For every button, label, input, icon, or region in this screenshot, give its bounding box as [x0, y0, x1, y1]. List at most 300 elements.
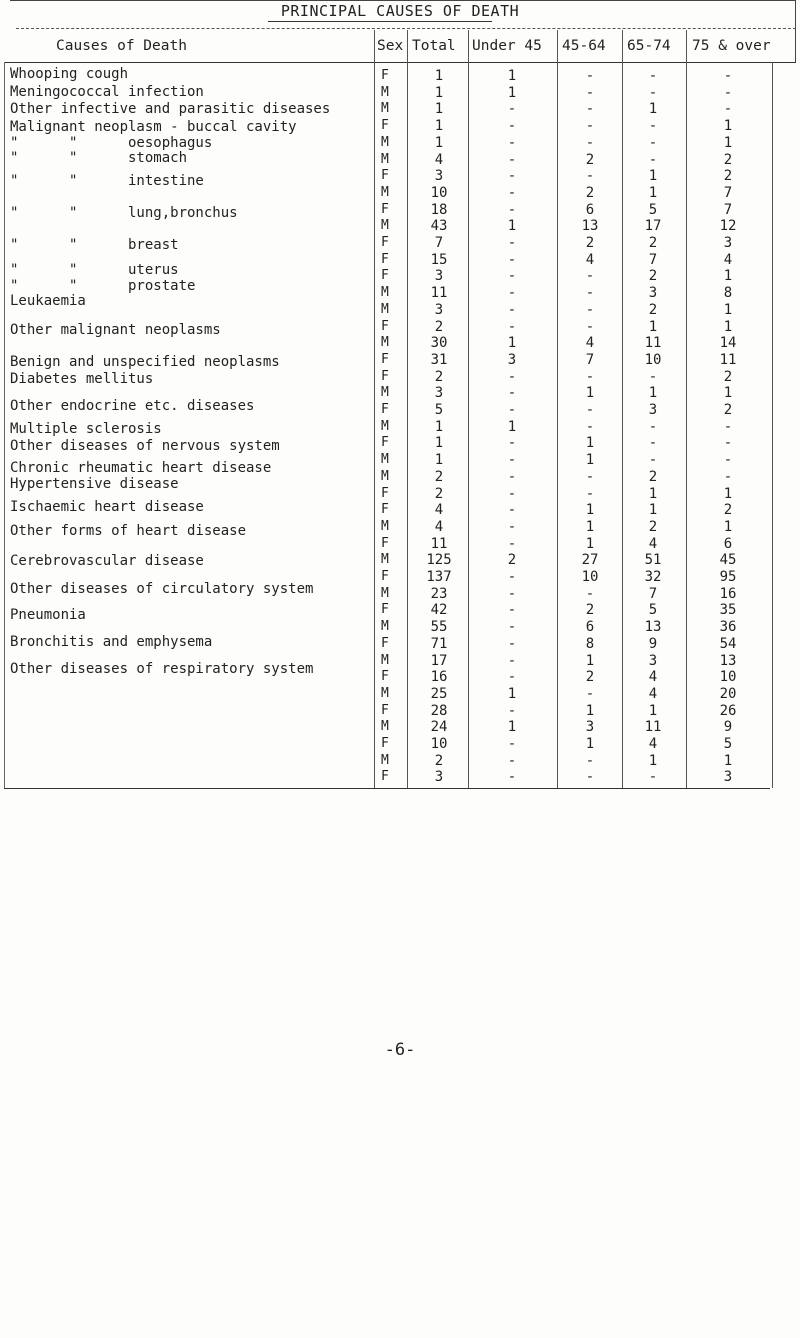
cause-label: Other diseases of respiratory system [10, 661, 314, 677]
page-title: PRINCIPAL CAUSES OF DEATH [280, 2, 520, 20]
count-cell-a45-64: 6 [585, 202, 595, 218]
count-cell-a65-74: 1 [648, 385, 658, 401]
sex-cell: M [381, 586, 389, 601]
count-cell-a75: 35 [719, 602, 737, 618]
cause-label: " " stomach [10, 150, 188, 166]
count-cell-under45: - [507, 385, 517, 401]
table-bottom-rule [4, 788, 770, 789]
count-cell-a45-64: 1 [585, 536, 595, 552]
count-cell-under45: - [507, 302, 517, 318]
count-cell-total: 1 [434, 85, 444, 101]
count-cell-a45-64: 3 [585, 719, 595, 735]
sex-cell: F [381, 252, 389, 267]
count-cell-a75: 8 [723, 285, 733, 301]
count-cell-a75: - [723, 435, 733, 451]
sex-cell: F [381, 352, 389, 367]
count-cell-under45: 3 [507, 352, 517, 368]
count-cell-total: 1 [434, 419, 444, 435]
count-cell-a45-64: 1 [585, 452, 595, 468]
sex-cell: M [381, 653, 389, 668]
count-cell-a75: - [723, 101, 733, 117]
count-cell-a45-64: 1 [585, 736, 595, 752]
count-cell-a45-64: - [585, 753, 595, 769]
count-cell-a75: 9 [723, 719, 733, 735]
cause-label: Malignant neoplasm - buccal cavity [10, 119, 297, 135]
count-cell-a65-74: 5 [648, 202, 658, 218]
count-cell-a45-64: - [585, 168, 595, 184]
count-cell-total: 125 [426, 552, 452, 568]
header-under-45: Under 45 [472, 38, 542, 54]
count-cell-a45-64: 1 [585, 703, 595, 719]
count-cell-total: 3 [434, 302, 444, 318]
count-cell-a45-64: - [585, 68, 595, 84]
count-cell-a75: 36 [719, 619, 737, 635]
count-cell-a65-74: 2 [648, 519, 658, 535]
count-cell-under45: 1 [507, 85, 517, 101]
count-cell-a65-74: - [648, 369, 658, 385]
count-cell-total: 23 [430, 586, 448, 602]
count-cell-total: 3 [434, 385, 444, 401]
count-cell-a45-64: - [585, 686, 595, 702]
count-cell-total: 25 [430, 686, 448, 702]
count-cell-a65-74: 32 [644, 569, 662, 585]
count-cell-under45: - [507, 319, 517, 335]
count-cell-a65-74: 1 [648, 753, 658, 769]
count-cell-a65-74: 1 [648, 168, 658, 184]
header-top-rule [16, 28, 796, 29]
count-cell-a65-74: 11 [644, 719, 662, 735]
count-cell-total: 1 [434, 452, 444, 468]
count-cell-total: 31 [430, 352, 448, 368]
count-cell-a65-74: 7 [648, 252, 658, 268]
sex-cell: F [381, 168, 389, 183]
count-cell-a65-74: 2 [648, 302, 658, 318]
cause-label: Whooping cough [10, 66, 129, 82]
count-cell-a45-64: - [585, 319, 595, 335]
left-border-rule [4, 62, 5, 788]
count-cell-total: 10 [430, 736, 448, 752]
sex-cell: F [381, 486, 389, 501]
header-75-over: 75 & over [692, 38, 771, 54]
count-cell-under45: - [507, 369, 517, 385]
count-cell-a75: 2 [723, 152, 733, 168]
count-cell-under45: - [507, 519, 517, 535]
header-total: Total [412, 38, 456, 54]
count-cell-under45: - [507, 152, 517, 168]
count-cell-under45: - [507, 753, 517, 769]
count-cell-under45: - [507, 602, 517, 618]
cause-label: " " breast [10, 237, 179, 253]
count-cell-total: 2 [434, 319, 444, 335]
header-65-74: 65-74 [627, 38, 671, 54]
count-cell-under45: - [507, 185, 517, 201]
sex-cell: M [381, 152, 389, 167]
header-cause: Causes of Death [56, 38, 187, 54]
cause-label: " " lung,bronchus [10, 205, 238, 221]
count-cell-under45: 1 [507, 686, 517, 702]
header-sex: Sex [377, 38, 404, 54]
count-cell-under45: 1 [507, 419, 517, 435]
count-cell-total: 7 [434, 235, 444, 251]
cause-label: Other infective and parasitic diseases [10, 101, 331, 117]
cause-label: Meningococcal infection [10, 84, 204, 100]
column-divider [374, 30, 375, 788]
count-cell-under45: - [507, 653, 517, 669]
sex-cell: F [381, 402, 389, 417]
count-cell-a75: 2 [723, 369, 733, 385]
count-cell-total: 30 [430, 335, 448, 351]
count-cell-a75: 1 [723, 302, 733, 318]
sex-cell: F [381, 536, 389, 551]
count-cell-a45-64: - [585, 369, 595, 385]
count-cell-a65-74: 17 [644, 218, 662, 234]
column-divider [407, 30, 408, 788]
count-cell-a65-74: 1 [648, 703, 658, 719]
count-cell-under45: 1 [507, 335, 517, 351]
count-cell-a45-64: - [585, 285, 595, 301]
count-cell-a45-64: - [585, 469, 595, 485]
cause-label: " " uterus [10, 262, 179, 278]
cause-label: " " prostate [10, 278, 196, 294]
count-cell-a75: 12 [719, 218, 737, 234]
count-cell-a65-74: 5 [648, 602, 658, 618]
count-cell-a45-64: - [585, 268, 595, 284]
sex-cell: M [381, 619, 389, 634]
count-cell-a65-74: - [648, 152, 658, 168]
count-cell-under45: - [507, 469, 517, 485]
count-cell-total: 4 [434, 502, 444, 518]
cause-label: Leukaemia [10, 293, 86, 309]
count-cell-under45: - [507, 502, 517, 518]
sex-cell: F [381, 235, 389, 250]
count-cell-a75: 6 [723, 536, 733, 552]
count-cell-total: 11 [430, 536, 448, 552]
count-cell-a65-74: 7 [648, 586, 658, 602]
column-divider [468, 30, 469, 788]
sex-cell: M [381, 85, 389, 100]
cause-label: Other endocrine etc. diseases [10, 398, 255, 414]
count-cell-a75: 26 [719, 703, 737, 719]
count-cell-a75: - [723, 469, 733, 485]
sex-cell: M [381, 185, 389, 200]
count-cell-a45-64: 2 [585, 152, 595, 168]
count-cell-a75: 1 [723, 753, 733, 769]
column-divider [557, 30, 558, 788]
count-cell-a45-64: 1 [585, 502, 595, 518]
count-cell-a65-74: 1 [648, 319, 658, 335]
count-cell-a75: 1 [723, 385, 733, 401]
count-cell-a75: 1 [723, 268, 733, 284]
count-cell-a45-64: 10 [581, 569, 599, 585]
count-cell-a45-64: 13 [581, 218, 599, 234]
count-cell-under45: - [507, 268, 517, 284]
count-cell-under45: - [507, 118, 517, 134]
count-cell-a65-74: - [648, 769, 658, 785]
column-divider [622, 30, 623, 788]
count-cell-under45: - [507, 736, 517, 752]
count-cell-a65-74: 9 [648, 636, 658, 652]
count-cell-under45: - [507, 619, 517, 635]
sex-cell: M [381, 385, 389, 400]
count-cell-a45-64: - [585, 135, 595, 151]
count-cell-total: 3 [434, 168, 444, 184]
cause-label: Other diseases of circulatory system [10, 581, 314, 597]
count-cell-a65-74: - [648, 452, 658, 468]
cause-label: Pneumonia [10, 607, 86, 623]
count-cell-under45: - [507, 252, 517, 268]
count-cell-a65-74: 11 [644, 335, 662, 351]
count-cell-a65-74: 3 [648, 402, 658, 418]
count-cell-a75: 45 [719, 552, 737, 568]
count-cell-under45: 1 [507, 719, 517, 735]
count-cell-under45: - [507, 168, 517, 184]
count-cell-a75: 2 [723, 402, 733, 418]
count-cell-total: 17 [430, 653, 448, 669]
count-cell-total: 2 [434, 753, 444, 769]
count-cell-under45: - [507, 402, 517, 418]
sex-cell: F [381, 502, 389, 517]
sex-cell: F [381, 268, 389, 283]
sex-cell: M [381, 135, 389, 150]
count-cell-a45-64: - [585, 118, 595, 134]
sex-cell: M [381, 469, 389, 484]
frame-top-rule [10, 0, 796, 1]
sex-cell: M [381, 101, 389, 116]
count-cell-under45: 1 [507, 68, 517, 84]
count-cell-a45-64: - [585, 419, 595, 435]
count-cell-total: 3 [434, 268, 444, 284]
count-cell-under45: - [507, 202, 517, 218]
count-cell-under45: - [507, 101, 517, 117]
count-cell-under45: - [507, 636, 517, 652]
count-cell-a45-64: 4 [585, 335, 595, 351]
count-cell-total: 42 [430, 602, 448, 618]
count-cell-a75: 2 [723, 502, 733, 518]
count-cell-a75: 7 [723, 185, 733, 201]
count-cell-a45-64: 6 [585, 619, 595, 635]
cause-label: Other forms of heart disease [10, 523, 247, 539]
cause-label: " " intestine [10, 173, 204, 189]
count-cell-a75: 54 [719, 636, 737, 652]
count-cell-a65-74: 3 [648, 653, 658, 669]
count-cell-a75: 11 [719, 352, 737, 368]
count-cell-a65-74: - [648, 419, 658, 435]
count-cell-a65-74: - [648, 135, 658, 151]
cause-label: Hypertensive disease [10, 476, 179, 492]
sex-cell: F [381, 435, 389, 450]
count-cell-under45: - [507, 769, 517, 785]
count-cell-a65-74: - [648, 85, 658, 101]
cause-label: Diabetes mellitus [10, 371, 154, 387]
count-cell-a75: - [723, 68, 733, 84]
count-cell-a75: - [723, 452, 733, 468]
header-bottom-rule [4, 62, 796, 63]
sex-cell: M [381, 452, 389, 467]
count-cell-a65-74: 4 [648, 736, 658, 752]
count-cell-a75: 14 [719, 335, 737, 351]
sex-cell: M [381, 519, 389, 534]
sex-cell: F [381, 602, 389, 617]
count-cell-under45: - [507, 569, 517, 585]
count-cell-a45-64: 2 [585, 602, 595, 618]
count-cell-under45: - [507, 669, 517, 685]
count-cell-a65-74: 1 [648, 486, 658, 502]
count-cell-a45-64: - [585, 302, 595, 318]
sex-cell: M [381, 285, 389, 300]
count-cell-a65-74: - [648, 118, 658, 134]
sex-cell: M [381, 719, 389, 734]
count-cell-under45: - [507, 703, 517, 719]
count-cell-under45: - [507, 486, 517, 502]
count-cell-total: 55 [430, 619, 448, 635]
count-cell-a45-64: - [585, 486, 595, 502]
sex-cell: F [381, 319, 389, 334]
count-cell-a75: 20 [719, 686, 737, 702]
count-cell-total: 1 [434, 118, 444, 134]
count-cell-under45: - [507, 135, 517, 151]
cause-label: Ischaemic heart disease [10, 499, 204, 515]
count-cell-total: 11 [430, 285, 448, 301]
count-cell-total: 15 [430, 252, 448, 268]
count-cell-under45: 2 [507, 552, 517, 568]
header-45-64: 45-64 [562, 38, 606, 54]
count-cell-a45-64: 7 [585, 352, 595, 368]
sex-cell: M [381, 302, 389, 317]
sex-cell: F [381, 369, 389, 384]
sex-cell: M [381, 753, 389, 768]
count-cell-a45-64: 1 [585, 385, 595, 401]
count-cell-a75: 1 [723, 486, 733, 502]
count-cell-total: 10 [430, 185, 448, 201]
column-divider [772, 62, 773, 788]
count-cell-a45-64: - [585, 85, 595, 101]
count-cell-a65-74: 10 [644, 352, 662, 368]
count-cell-a75: 5 [723, 736, 733, 752]
count-cell-under45: - [507, 586, 517, 602]
title-underline [268, 21, 492, 22]
count-cell-a65-74: - [648, 68, 658, 84]
sex-cell: F [381, 202, 389, 217]
count-cell-a75: 1 [723, 135, 733, 151]
count-cell-total: 1 [434, 68, 444, 84]
count-cell-total: 5 [434, 402, 444, 418]
cause-label: Bronchitis and emphysema [10, 634, 213, 650]
sex-cell: F [381, 118, 389, 133]
sex-cell: F [381, 569, 389, 584]
sex-cell: M [381, 686, 389, 701]
count-cell-a75: 2 [723, 168, 733, 184]
count-cell-a45-64: 1 [585, 653, 595, 669]
count-cell-a75: 16 [719, 586, 737, 602]
count-cell-a45-64: 27 [581, 552, 599, 568]
count-cell-a75: - [723, 419, 733, 435]
count-cell-total: 2 [434, 486, 444, 502]
count-cell-total: 1 [434, 135, 444, 151]
count-cell-a75: 4 [723, 252, 733, 268]
count-cell-under45: - [507, 536, 517, 552]
sex-cell: M [381, 419, 389, 434]
count-cell-under45: - [507, 235, 517, 251]
count-cell-a75: - [723, 85, 733, 101]
count-cell-under45: - [507, 452, 517, 468]
sex-cell: M [381, 552, 389, 567]
count-cell-total: 24 [430, 719, 448, 735]
count-cell-a45-64: - [585, 769, 595, 785]
count-cell-a65-74: 2 [648, 268, 658, 284]
count-cell-a45-64: - [585, 101, 595, 117]
count-cell-a75: 7 [723, 202, 733, 218]
count-cell-a75: 1 [723, 319, 733, 335]
cause-label: Other diseases of nervous system [10, 438, 280, 454]
cause-label: Multiple sclerosis [10, 421, 162, 437]
count-cell-total: 1 [434, 101, 444, 117]
cause-label: Benign and unspecified neoplasms [10, 354, 280, 370]
count-cell-a75: 13 [719, 653, 737, 669]
count-cell-a65-74: 1 [648, 101, 658, 117]
count-cell-a45-64: - [585, 586, 595, 602]
count-cell-under45: 1 [507, 218, 517, 234]
sex-cell: F [381, 736, 389, 751]
count-cell-a45-64: 2 [585, 185, 595, 201]
count-cell-total: 2 [434, 369, 444, 385]
count-cell-under45: - [507, 285, 517, 301]
count-cell-a45-64: 1 [585, 435, 595, 451]
cause-label: " " oesophagus [10, 135, 213, 151]
count-cell-total: 1 [434, 435, 444, 451]
count-cell-a75: 10 [719, 669, 737, 685]
cause-label: Other malignant neoplasms [10, 322, 221, 338]
sex-cell: F [381, 68, 389, 83]
count-cell-a75: 1 [723, 519, 733, 535]
count-cell-a65-74: 2 [648, 469, 658, 485]
sex-cell: F [381, 703, 389, 718]
count-cell-a75: 3 [723, 769, 733, 785]
count-cell-total: 43 [430, 218, 448, 234]
count-cell-a65-74: 4 [648, 686, 658, 702]
page-number: -6- [384, 1040, 416, 1060]
count-cell-a65-74: 1 [648, 185, 658, 201]
sex-cell: F [381, 669, 389, 684]
count-cell-a65-74: 13 [644, 619, 662, 635]
sex-cell: F [381, 769, 389, 784]
sex-cell: F [381, 636, 389, 651]
count-cell-total: 137 [426, 569, 452, 585]
count-cell-total: 71 [430, 636, 448, 652]
sex-cell: M [381, 218, 389, 233]
count-cell-a65-74: 51 [644, 552, 662, 568]
cause-label: Chronic rheumatic heart disease [10, 460, 272, 476]
count-cell-a45-64: 2 [585, 669, 595, 685]
count-cell-a65-74: 4 [648, 536, 658, 552]
count-cell-total: 3 [434, 769, 444, 785]
count-cell-total: 2 [434, 469, 444, 485]
count-cell-total: 16 [430, 669, 448, 685]
count-cell-a65-74: - [648, 435, 658, 451]
count-cell-a45-64: 4 [585, 252, 595, 268]
count-cell-a45-64: - [585, 402, 595, 418]
count-cell-a75: 3 [723, 235, 733, 251]
count-cell-total: 4 [434, 519, 444, 535]
count-cell-a65-74: 3 [648, 285, 658, 301]
count-cell-a75: 95 [719, 569, 737, 585]
count-cell-total: 4 [434, 152, 444, 168]
count-cell-a65-74: 4 [648, 669, 658, 685]
column-divider [686, 30, 687, 788]
count-cell-under45: - [507, 435, 517, 451]
cause-label: Cerebrovascular disease [10, 553, 204, 569]
count-cell-a45-64: 8 [585, 636, 595, 652]
count-cell-a75: 1 [723, 118, 733, 134]
